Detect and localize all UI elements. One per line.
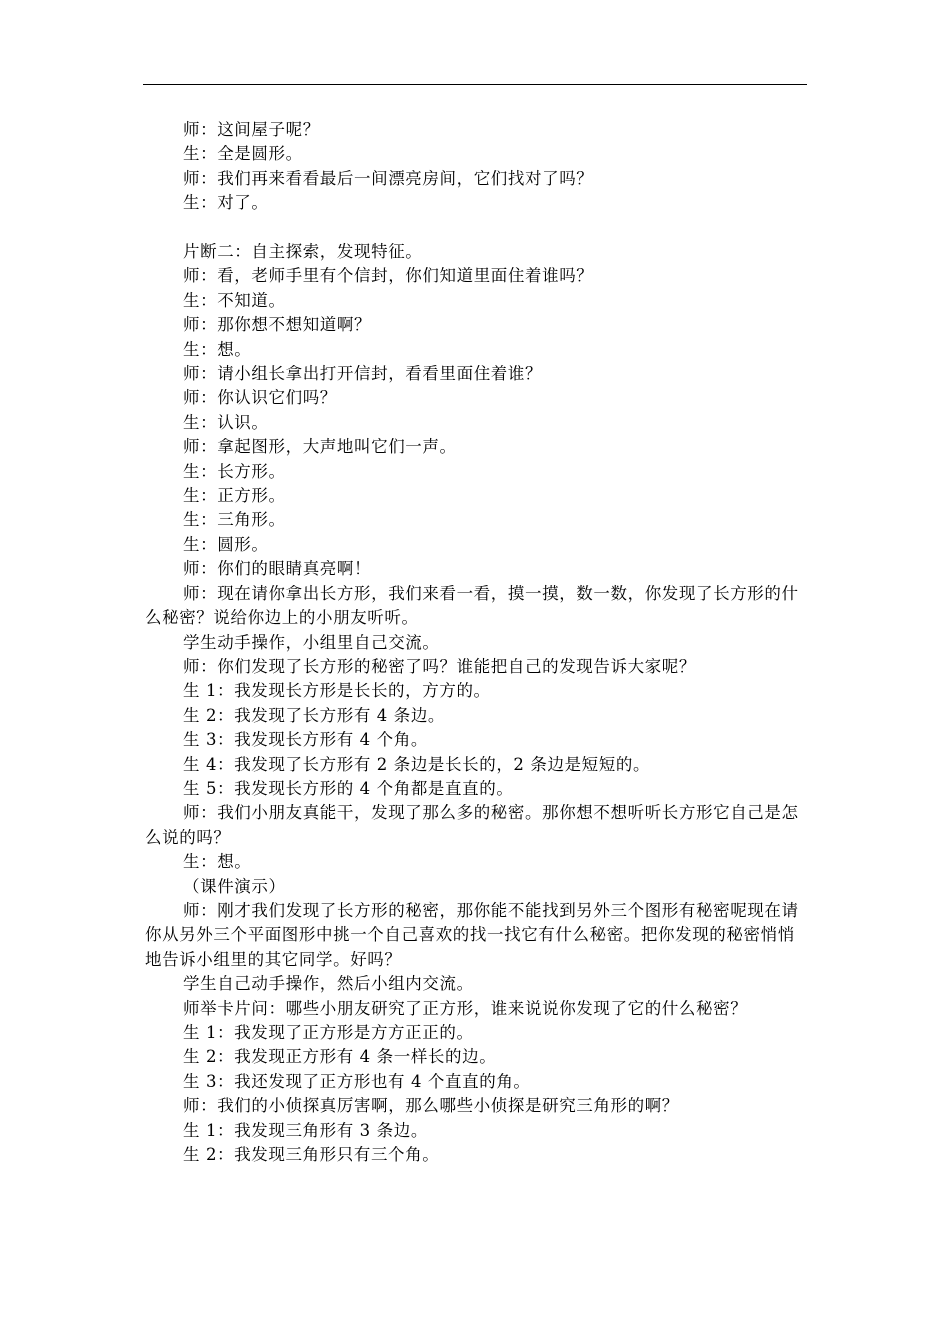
paragraph: 生：三角形。 (183, 510, 286, 530)
paragraph: 生：对了。 (183, 193, 269, 213)
paragraph: 生：长方形。 (183, 461, 286, 481)
document-body (145, 118, 810, 1167)
paragraph: 生 3：我还发现了正方形也有 4 个直直的角。 (183, 1071, 531, 1091)
paragraph: 生：不知道。 (183, 290, 286, 310)
paragraph: 生：正方形。 (183, 486, 286, 506)
paragraph: 生 2：我发现正方形有 4 条一样长的边。 (183, 1047, 497, 1067)
paragraph: 生 4：我发现了长方形有 2 条边是长长的，2 条边是短短的。 (183, 754, 651, 774)
paragraph: 师：你认识它们吗？ (183, 388, 337, 408)
paragraph: 师：你们发现了长方形的秘密了吗？谁能把自己的发现告诉大家呢？ (183, 656, 696, 676)
paragraph: 师：现在请你拿出长方形，我们来看一看，摸一摸，数一数，你发现了长方形的什么秘密？说给你边上的小朋友听听。 (145, 583, 799, 628)
paragraph: 学生动手操作，小组里自己交流。 (183, 632, 440, 652)
paragraph: （课件演示） (183, 876, 286, 896)
paragraph: 生：想。 (183, 339, 252, 359)
paragraph: 学生自己动手操作，然后小组内交流。 (183, 974, 474, 994)
paragraph: 师：刚才我们发现了长方形的秘密，那你能不能找到另外三个图形有秘密呢现在请你从另外三个平面图形中挑一个自己喜欢的找一找它有什么秘密。把你发现的秘密悄悄地告诉小组里的其它同学。好吗？ (145, 900, 799, 969)
paragraph: 师举卡片问：哪些小朋友研究了正方形，谁来说说你发现了它的什么秘密？ (183, 998, 748, 1018)
paragraph: 生 5：我发现长方形的 4 个角都是直直的。 (183, 778, 514, 798)
paragraph: 师：我们小朋友真能干，发现了那么多的秘密。那你想不想听听长方形它自己是怎么说的吗？ (145, 803, 799, 847)
paragraph: 片断二：自主探索，发现特征。 (183, 242, 423, 262)
paragraph: 师：你们的眼睛真亮啊！ (183, 559, 372, 579)
paragraph: 师：我们再来看看最后一间漂亮房间，它们找对了吗？ (183, 168, 594, 188)
header-rule (143, 84, 807, 85)
paragraph: 生 2：我发现了长方形有 4 条边。 (183, 705, 446, 725)
paragraph: 师：这间屋子呢？ (183, 120, 320, 139)
paragraph: 师：那你想不想知道啊？ (183, 315, 372, 335)
paragraph: 师：请小组长拿出打开信封，看看里面住着谁？ (183, 364, 543, 384)
blank-line (145, 216, 810, 240)
paragraph: 师：我们的小侦探真厉害啊，那么哪些小侦探是研究三角形的啊？ (183, 1096, 679, 1116)
paragraph: 生 2：我发现三角形只有三个角。 (183, 1145, 440, 1165)
paragraph: 生：全是圆形。 (183, 144, 303, 164)
paragraph: 生 1：我发现了正方形是方方正正的。 (183, 1023, 474, 1043)
paragraph: 生：认识。 (183, 412, 269, 432)
paragraph: 师：看，老师手里有个信封，你们知道里面住着谁吗？ (183, 266, 594, 286)
paragraph: 生 1：我发现三角形有 3 条边。 (183, 1120, 428, 1140)
paragraph: 生：圆形。 (183, 534, 269, 554)
paragraph: 生：想。 (183, 852, 252, 872)
paragraph: 师：拿起图形，大声地叫它们一声。 (183, 437, 457, 457)
paragraph: 生 3：我发现长方形有 4 个角。 (183, 730, 428, 750)
paragraph: 生 1：我发现长方形是长长的，方方的。 (183, 681, 491, 701)
